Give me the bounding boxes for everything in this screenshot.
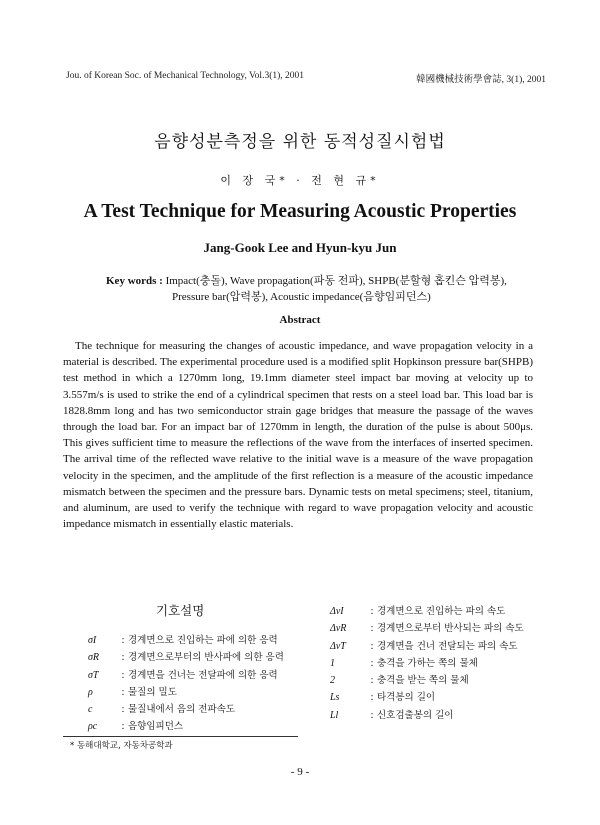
- symbol-description: 물질의 밀도: [128, 686, 177, 698]
- journal-header-kr: 韓國機械技術學會誌, 3(1), 2001: [416, 75, 546, 85]
- symbol: c: [88, 704, 93, 716]
- symbol: σT: [88, 669, 99, 681]
- symbol-description: 경계면으로부터의 반사파에 의한 응력: [128, 652, 284, 664]
- symbol-description: 충격을 받는 쪽의 물체: [377, 675, 469, 687]
- keywords-block: [106, 273, 546, 305]
- symbol: σR: [88, 652, 100, 664]
- symbol-description: 음향임피던스: [128, 721, 184, 733]
- english-title: A Test Technique for Measuring Acoustic Properties: [83, 201, 517, 222]
- korean-title: 음향성분측정을 위한 동적성질시험법: [154, 132, 446, 152]
- nomenclature-row: σI : 경계면으로 진입하는 파에 의한 응력: [88, 635, 278, 646]
- symbol-description: 경계면으로 진입하는 파의 속도: [377, 606, 506, 617]
- nomenclature-title: 기호설명: [156, 603, 205, 618]
- journal-header-en: Jou. of Korean Soc. of Mechanical Technology, Vol.3(1), 2001: [66, 71, 305, 81]
- symbol: ΔvT: [330, 640, 346, 652]
- nomenclature-left: [88, 632, 284, 736]
- symbol: 2: [330, 675, 335, 687]
- symbol-description: 경계면을 건너는 전달파에 의한 응력: [128, 669, 278, 681]
- nomenclature-row: ΔvT : 경계면을 건너 전달되는 파의 속도: [330, 640, 518, 652]
- english-authors: Jang-Gook Lee and Hyun-kyu Jun: [203, 240, 397, 255]
- keywords-line-1: [106, 273, 546, 289]
- nomenclature-right: [330, 603, 524, 724]
- symbol-description: 물질내에서 음의 전파속도: [128, 704, 235, 716]
- symbol-description: 신호검출봉의 길이: [377, 709, 454, 721]
- symbol: ΔvR: [330, 623, 347, 635]
- nomenclature-row: 2 : 충격을 받는 쪽의 물체: [330, 675, 469, 687]
- nomenclature-row: c : 물질내에서 음의 전파속도: [88, 704, 235, 716]
- footnote-divider: [63, 736, 298, 737]
- symbol-description: 타격봉의 길이: [377, 692, 436, 704]
- page-number: - 9 -: [290, 766, 310, 778]
- nomenclature-row: ρc : 음향임피던스: [88, 721, 184, 733]
- symbol-description: 경계면을 건너 전달되는 파의 속도: [377, 640, 518, 652]
- nomenclature-row: Ll : 신호검출봉의 길이: [330, 709, 454, 721]
- abstract-body: The technique for measuring the changes of acoustic impedance, and wave propagation velocity in a material is described. The experimental procedure used is a modified split Hopkinson pressure bar(SHPB) test method in which a 1270mm long, 19.1mm diameter steel impact bar moving at velocity up to 3.557m/s is used to strike the end of a cylindrical specimen that rests on a steel load bar. This load bar is 1828.8mm long and has two semiconductor strain gage bridges that measure the passage of the waves through the load bar. For an impact bar of 1270mm in length, the duration of the pulse is about 500μs. This gives sufficient time to measure the reflections of the wave from the interfaces of inserted specimen. The arrival time of the reflected wave relative to the initial wave is a measure of the wave propagation velocity in the specimen, and the amplitude of the first reflection is a measure of the acoustic impedance mismatch between the specimen and the pressure bars. Dynamic tests on metal specimens; steel, titanium, and aluminum, are used to verify the technique with regard to wave propagation velocity and acoustic impedance mismatch in essentially elastic materials.: [63, 340, 533, 531]
- symbol: ρc: [88, 721, 98, 733]
- korean-authors: 이 장 국* · 전 현 규*: [220, 174, 380, 187]
- nomenclature-row: σR : 경계면으로부터의 반사파에 의한 응력: [88, 652, 284, 664]
- nomenclature-row: Ls : 타격봉의 길이: [330, 692, 436, 704]
- symbol: ΔvI: [330, 606, 344, 617]
- symbol: ρ: [88, 686, 93, 698]
- symbol: σI: [88, 635, 97, 646]
- symbol: 1: [330, 657, 335, 669]
- nomenclature-row: ΔvI : 경계면으로 진입하는 파의 속도: [330, 606, 506, 617]
- nomenclature-row: ΔvR : 경계면으로부터 반사되는 파의 속도: [330, 623, 524, 635]
- nomenclature-row: 1 : 충격을 가하는 쪽의 물체: [330, 657, 478, 669]
- nomenclature-row: ρ : 물질의 밀도: [88, 686, 177, 698]
- symbol-description: 경계면으로 진입하는 파에 의한 응력: [128, 635, 278, 646]
- affiliation-footnote: * 동해대학교, 자동차공학과: [70, 741, 173, 751]
- keywords-line-2: Pressure bar(압력봉), Acoustic impedance(음향임피던스): [172, 291, 431, 303]
- symbol-description: 충격을 가하는 쪽의 물체: [377, 657, 478, 669]
- abstract-heading: Abstract: [279, 314, 321, 326]
- keywords-text-1: Impact(충돌), Wave propagation(파동 전파), SHPB(분할형 홉킨슨 압력봉),: [165, 275, 507, 287]
- keywords-label: Key words :: [106, 275, 163, 287]
- symbol: Ll: [330, 709, 339, 721]
- nomenclature-row: σT : 경계면을 건너는 전달파에 의한 응력: [88, 669, 278, 681]
- symbol-description: 경계면으로부터 반사되는 파의 속도: [377, 623, 524, 635]
- symbol: Ls: [330, 692, 340, 704]
